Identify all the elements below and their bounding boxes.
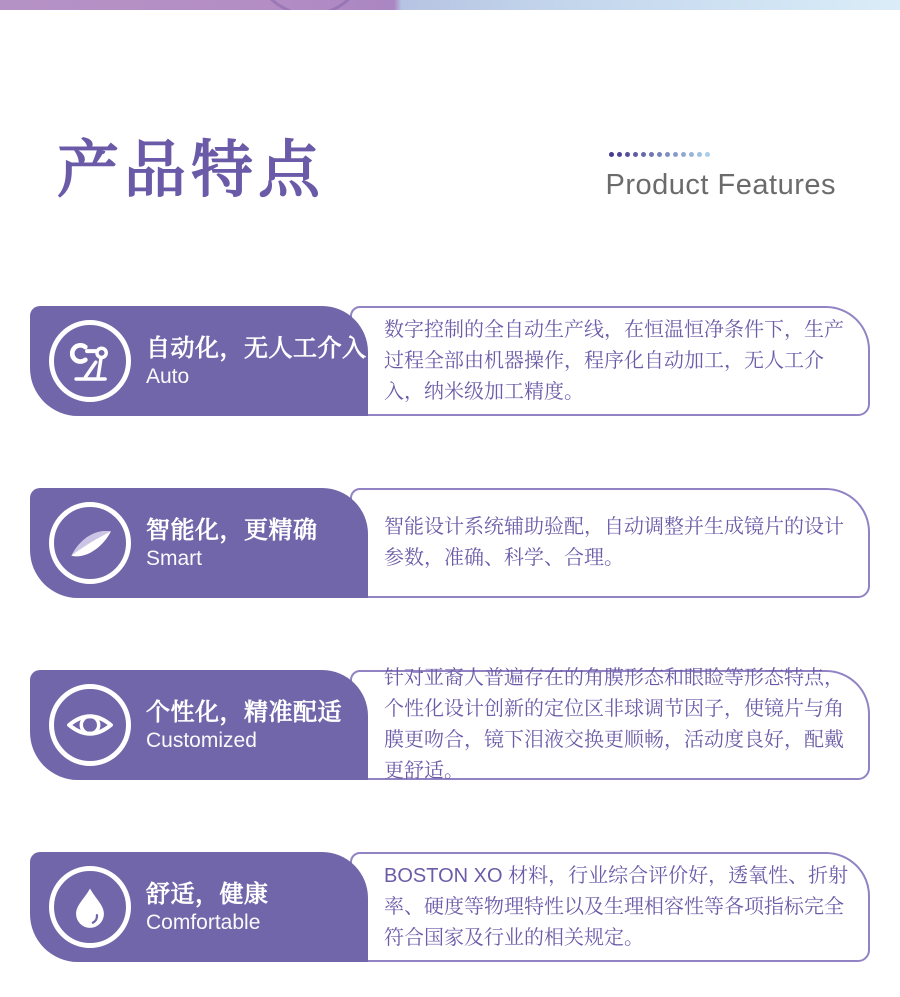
feature-title-zh: 个性化，精准配适 [146,698,342,726]
header-subtitle-block [606,152,836,202]
section-header [57,114,836,205]
feature-title-zh: 自动化，无人工介入 [146,334,367,362]
feature-card-customized [30,667,870,782]
feature-title-block [146,699,342,752]
feature-title-en: Smart [146,547,203,571]
feature-title-block [146,881,269,934]
feature-title-tab [30,488,368,598]
feature-description-panel [350,852,870,962]
feature-description: 数字控制的全自动生产线，在恒温恒净条件下，生产过程全部由机器操作，程序化自动加工，无人工介入，纳米级加工精度。 [384,318,844,403]
feature-description-panel [350,488,870,598]
feature-title-block [146,335,367,388]
eye-icon [49,684,131,766]
feature-description: 智能设计系统辅助验配，自动调整并生成镜片的设计参数，准确、科学、合理。 [384,516,844,569]
feature-title-tab [30,670,368,780]
feature-title-tab [30,306,368,416]
feature-title-zh: 智能化，更精确 [146,516,318,544]
page-subtitle: Product Features [605,169,836,201]
robot-arm-icon [49,320,131,402]
feature-title-tab [30,852,368,962]
feature-description-panel [350,667,870,782]
contact-lens-icon [49,502,131,584]
feature-title-block [146,517,318,570]
feature-description: BOSTON XO 材料，行业综合评价好，透氧性、折射率、硬度等物理特性以及生理相容性等各项指标完全符合国家及行业的相关规定。 [384,864,849,949]
decorative-circle-arc [252,0,368,10]
feature-card-list [30,306,870,962]
feature-card-comfortable [30,852,870,962]
feature-description-panel [350,306,870,416]
feature-title-en: Customized [146,729,257,753]
dotted-divider [609,152,710,157]
top-gradient-bar [0,0,900,10]
page-title: 产品特点 [57,136,326,205]
feature-description: 针对亚裔人普遍存在的角膜形态和眼睑等形态特点，个性化设计创新的定位区非球调节因子，使镜片与角膜更吻合，镜下泪液交换更顺畅，活动度良好，配戴更舒适。 [384,667,844,782]
feature-card-smart [30,488,870,598]
feature-title-en: Auto [146,365,190,389]
feature-title-zh: 舒适，健康 [146,880,269,908]
feature-title-en: Comfortable [146,911,261,935]
feature-card-auto [30,306,870,416]
water-drop-icon [49,866,131,948]
